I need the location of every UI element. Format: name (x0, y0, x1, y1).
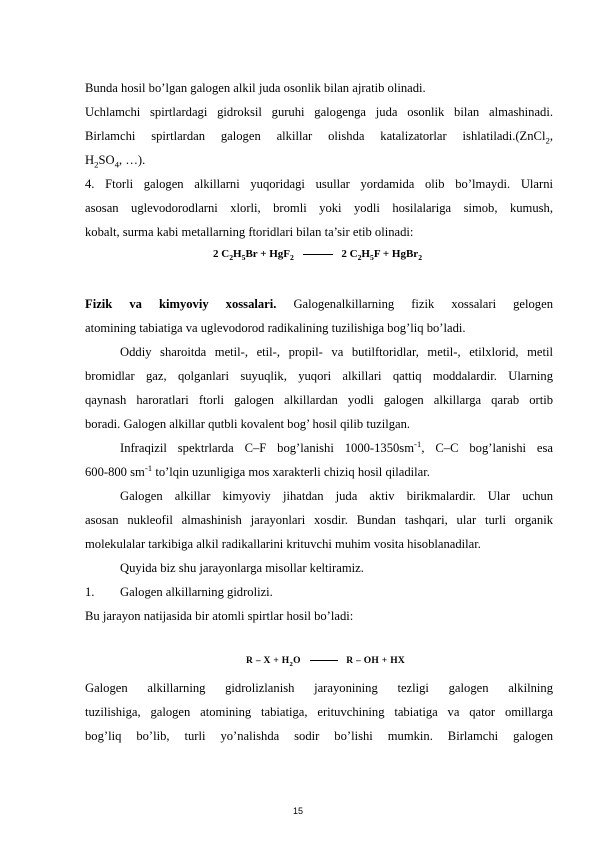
text-segment: SO (98, 153, 115, 167)
text-line (85, 296, 553, 312)
text-segment: H (85, 153, 95, 167)
text-segment: , C–C bog’lanishi esa (421, 441, 554, 455)
text-line: bog’liq bo’lib, turli yo’nalishda sodir bo’lishi mumkin. Birlamchi galogen (85, 729, 553, 743)
text-line: 4. Ftorli galogen alkillarni yuqoridagi usullar yordamida olib bo’lmaydi. Ularni (85, 177, 553, 191)
text-line: tuzilishiga, galogen atomining tabiatiga, erituvchining tabiatiga va qator omillarga (85, 705, 553, 719)
text-line: Bunda hosil bo’lgan galogen alkil juda osonlik bilan ajratib olinadi. (85, 81, 426, 95)
reaction-arrow (303, 254, 333, 255)
text-line: kobalt, surma kabi metallarning ftoridlari bilan ta’sir etib olinadi: (85, 225, 414, 239)
eq-part: R – X + H (246, 656, 290, 666)
page-number: 15 (292, 806, 303, 816)
text-line (85, 128, 553, 144)
text-segment: Galogenalkillarning fizik xossalari gelogen (276, 297, 553, 311)
text-line: Oddiy sharoitda metil-, etil-, propil- va butilftoridlar, metil-, etilxlorid, metil (120, 345, 553, 359)
text-segment: to’lqin uzunligiga mos xarakterli chiziq hosil qiladilar. (152, 465, 430, 479)
section-heading: Fizik va kimyoviy xossalari. (85, 297, 277, 311)
eq-part: O (293, 656, 301, 666)
text-line (120, 440, 553, 456)
subscript: 2 (94, 159, 99, 170)
subscript: 2 (229, 253, 234, 263)
reaction-arrow (310, 660, 338, 661)
text-segment: , …). (119, 153, 146, 167)
eq-part: H (233, 248, 242, 260)
text-line: asosan uglevodorodlarni xlorli, bromli yoki yodli hosilalariga simob, kumush, (85, 201, 553, 215)
subscript: 2 (418, 253, 423, 263)
subscript: 2 (290, 253, 294, 263)
text-line: bromidlar gaz, qolganlari suyuqlik, yuqori alkillari qattiq moddalardir. Ularning (85, 369, 553, 383)
subscript: 4 (114, 159, 120, 170)
text-line: Galogen alkillarning gidrolizlanish jarayonining tezligi galogen alkilning (85, 681, 553, 695)
subscript: 2 (545, 135, 550, 146)
subscript: 2 (289, 660, 294, 668)
text-line: Galogen alkillar kimyoviy jihatdan juda aktiv birikmalardir. Ular uchun (120, 489, 553, 503)
text-line: boradi. Galogen alkillar qutbli kovalent bog’ hosil qilib tuzilgan. (85, 417, 411, 431)
text-line: Uchlamchi spirtlardagi gidroksil guruhi galogenga juda osonlik bilan almashinadi. (85, 105, 553, 119)
text-line (85, 152, 553, 168)
text-segment: Infraqizil spektrlarda C–F bog’lanishi 1000-1350sm (120, 441, 414, 455)
subscript: 5 (369, 253, 374, 263)
text-line: Quyida biz shu jarayonlarga misollar keltiramiz. (120, 561, 364, 575)
subscript: 2 (357, 253, 362, 263)
text-line: molekulalar tarkibiga alkil radikallarini krituvchi muhim vosita hisoblanadilar. (85, 537, 481, 551)
reaction-equation-hydrolysis (246, 656, 405, 666)
text-line: atomining tabiatiga va uglevodorod radikalining tuzilishiga bog’liq bo’ladi. (85, 321, 466, 335)
text-segment: 600-800 sm (85, 465, 145, 479)
text-segment: , (549, 129, 553, 143)
eq-part: 2 C (213, 248, 230, 260)
text-line: qaynash haroratlari ftorli galogen alkillardan yodli galogen alkillarga qarab ortib (85, 393, 553, 407)
eq-part: Br + HgF (245, 248, 291, 260)
text-line (85, 464, 553, 480)
reaction-equation-fluorination (213, 248, 423, 263)
subscript: 5 (241, 253, 246, 263)
list-item-text: Galogen alkillarning gidrolizi. (120, 585, 273, 599)
eq-part: R – OH + HX (346, 656, 406, 666)
text-line: asosan nukleofil almashinish jarayonlari xosdir. Bundan tashqari, ular turli organik (85, 513, 553, 527)
superscript: -1 (144, 462, 153, 473)
text-line: Bu jarayon natijasida bir atomli spirtlar hosil bo’ladi: (85, 609, 354, 623)
eq-part: H (361, 248, 370, 260)
superscript: -1 (414, 438, 422, 449)
eq-part: 2 C (341, 248, 358, 260)
list-item-number: 1. (85, 585, 95, 599)
eq-part: F + HgBr (373, 248, 419, 260)
text-segment: Birlamchi spirtlardan galogen alkillar olishda katalizatorlar ishlatiladi.(ZnCl (85, 129, 546, 143)
